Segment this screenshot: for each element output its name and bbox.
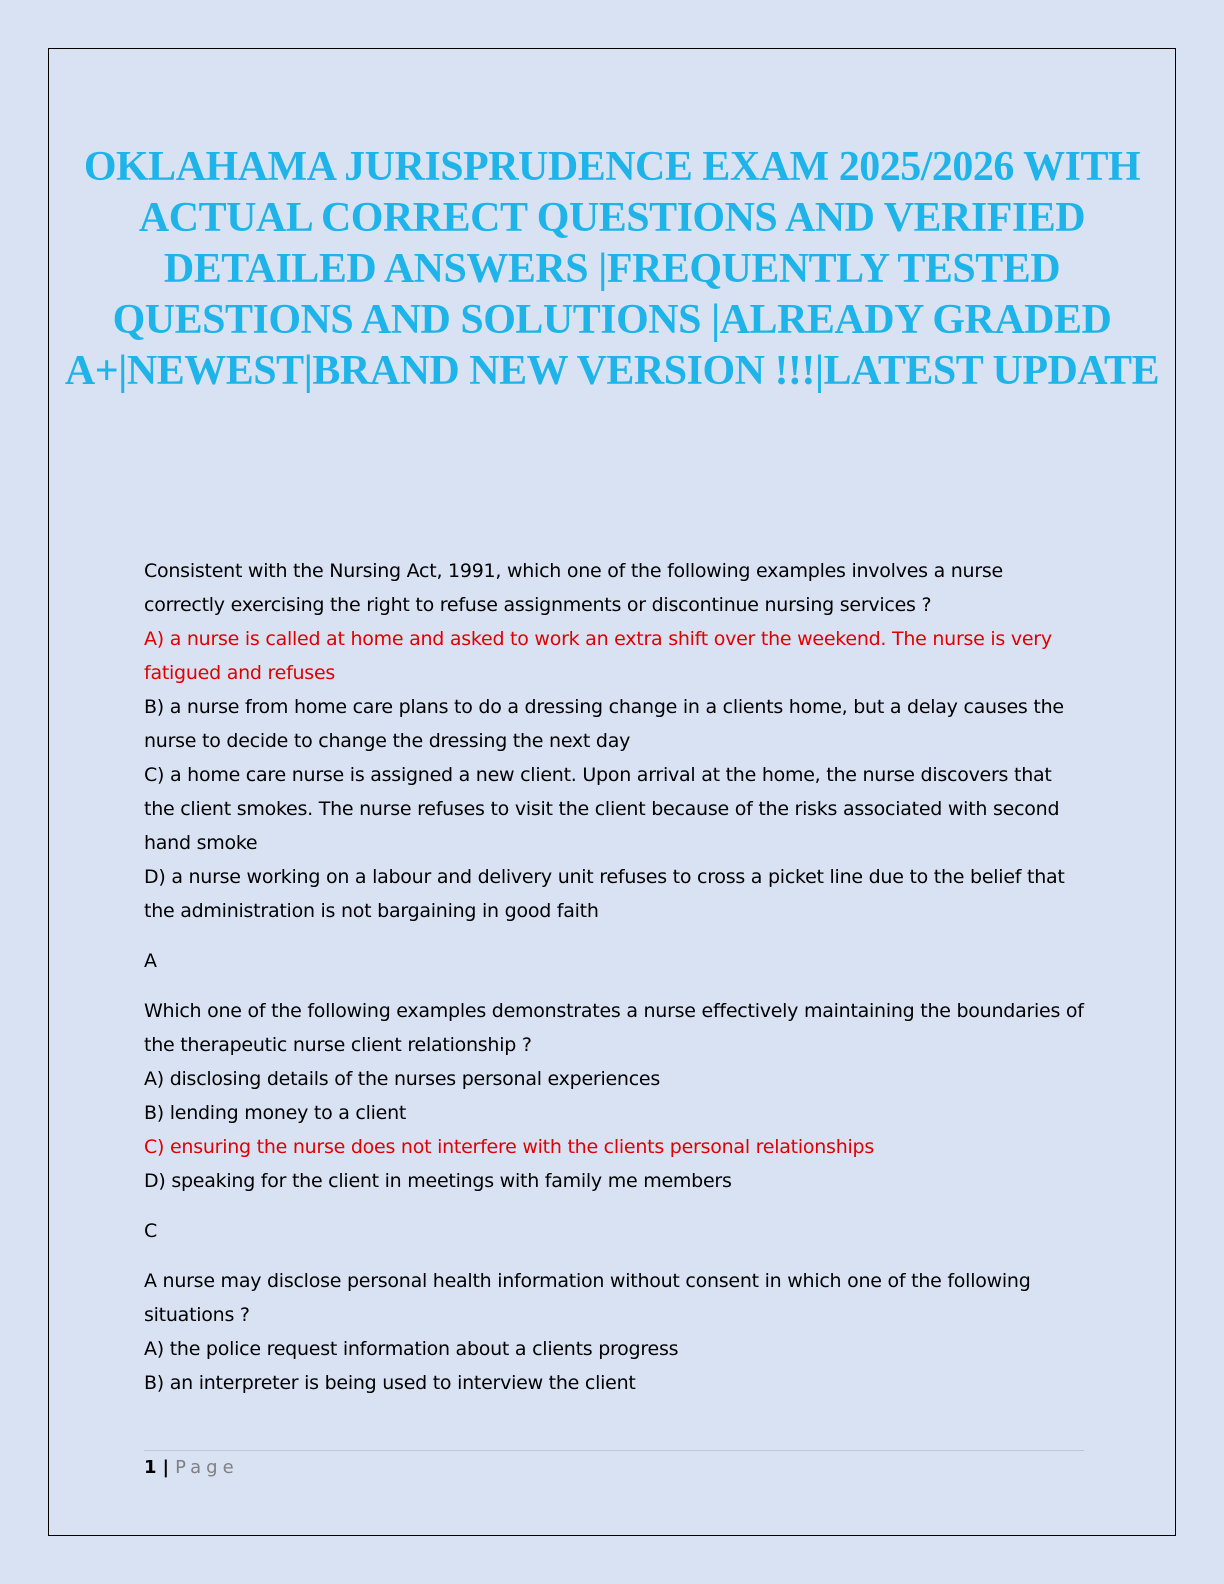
footer-divider	[144, 1450, 1084, 1451]
option-d: D) speaking for the client in meetings with family me members	[144, 1170, 732, 1192]
option-c: C) ensuring the nurse does not interfere with the clients personal relationships	[144, 1136, 874, 1158]
option-a: A) the police request information about a clients progress	[144, 1338, 679, 1360]
page-number: 1	[144, 1457, 157, 1478]
option-a: A) disclosing details of the nurses personal experiences	[144, 1068, 660, 1090]
page-footer	[144, 1456, 239, 1480]
document-body	[144, 554, 1084, 1400]
question-text: Consistent with the Nursing Act, 1991, which one of the following examples involves a nurse correctly exercising the right to refuse assignments or discontinue nursing services ?	[144, 560, 1003, 616]
document-title: OKLAHAMA JURISPRUDENCE EXAM 2025/2026 WITH ACTUAL CORRECT QUESTIONS AND VERIFIED DETAILED ANSWERS |FREQUENTLY TESTED QUESTIONS AND SOLUTIONS |ALREADY GRADED A+|NEWEST|BRAND NEW VERSION !!!|LATEST UPDATE	[64, 144, 1160, 394]
question-text: Which one of the following examples demonstrates a nurse effectively maintaining the boundaries of the therapeutic nurse client relationship ?	[144, 1000, 1084, 1056]
question-text: A nurse may disclose personal health information without consent in which one of the following situations ?	[144, 1270, 1031, 1326]
option-b: B) lending money to a client	[144, 1102, 407, 1124]
footer-separator: |	[162, 1457, 170, 1478]
question-block	[144, 554, 1084, 978]
question-block	[144, 994, 1084, 1248]
option-d: D) a nurse working on a labour and delivery unit refuses to cross a picket line due to the belief that the administration is not bargaining in good faith	[144, 866, 1065, 922]
option-b: B) an interpreter is being used to interview the client	[144, 1372, 636, 1394]
answer-key: A	[144, 950, 157, 972]
answer-key: C	[144, 1220, 158, 1242]
option-b: B) a nurse from home care plans to do a dressing change in a clients home, but a delay causes the nurse to decide to change the dressing the next day	[144, 696, 1064, 752]
option-a: A) a nurse is called at home and asked to work an extra shift over the weekend. The nurse is very fatigued and refuses	[144, 628, 1052, 684]
option-c: C) a home care nurse is assigned a new client. Upon arrival at the home, the nurse discovers that the client smokes. The nurse refuses to visit the client because of the risks associated with second hand smoke	[144, 764, 1060, 854]
page-label: Page	[175, 1457, 239, 1478]
question-block	[144, 1264, 1084, 1400]
